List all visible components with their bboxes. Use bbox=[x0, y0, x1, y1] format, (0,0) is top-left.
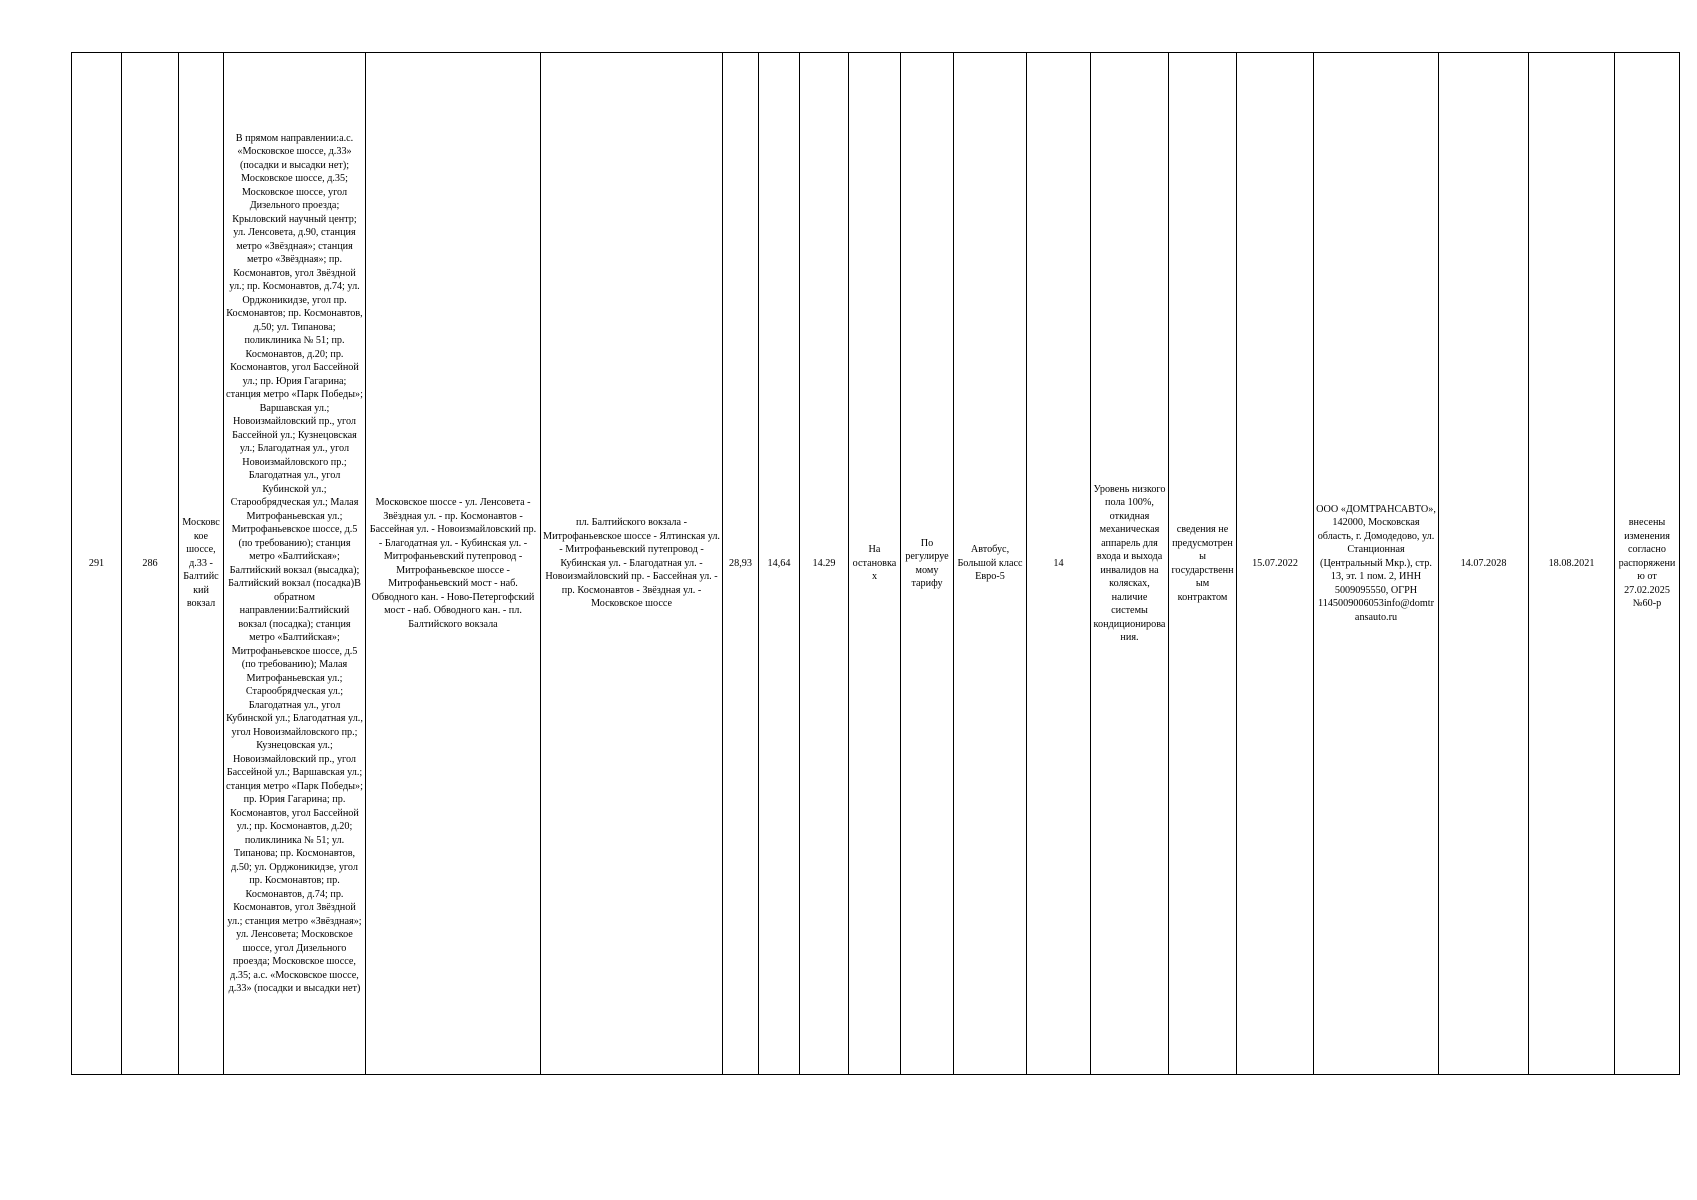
boarding-order-cell: На остановках bbox=[849, 53, 901, 1075]
vehicle-cell: Автобус, Большой класс Евро-5 bbox=[954, 53, 1027, 1075]
route-number-cell: 286 bbox=[122, 53, 179, 1075]
length-total-cell: 14.29 bbox=[800, 53, 849, 1075]
tariff-cell: По регулируемому тарифу bbox=[901, 53, 954, 1075]
registry-table bbox=[71, 52, 1680, 1075]
reverse-streets-cell: пл. Балтийского вокзала - Митрофаньевское шоссе - Ялтинская ул. - Митрофаньевский путепровод - Кубинская ул. - Благодатная ул. - Новоизмайловский пр. - Бассейная ул. - пр. Космонавтов - Звёздная ул. - Московское шоссе bbox=[541, 53, 723, 1075]
vehicle-count-cell: 14 bbox=[1027, 53, 1091, 1075]
vehicle-features-cell: Уровень низкого пола 100%, откидная механическая аппарель для входа и выхода инвалидов на колясках, наличие системы кондиционирования. bbox=[1091, 53, 1169, 1075]
carrier-cell: ООО «ДОМТРАНСАВТО», 142000, Московская область, г. Домодедово, ул. Станционная (Центральный Мкр.), стр. 13, эт. 1 пом. 2, ИНН 5009095550, ОГРН 1145009006053info@domtransauto.ru bbox=[1314, 53, 1439, 1075]
length-reverse-cell: 14,64 bbox=[759, 53, 800, 1075]
route-name-cell: Московское шоссе, д.33 - Балтийский вокзал bbox=[179, 53, 224, 1075]
length-forward-cell: 28,93 bbox=[723, 53, 759, 1075]
notes-cell: внесены изменения согласно распоряжению от 27.02.2025 №60-р bbox=[1615, 53, 1680, 1075]
end-date-cell: 14.07.2028 bbox=[1439, 53, 1529, 1075]
stops-cell: В прямом направлении:а.с. «Московское шоссе, д.33» (посадки и высадки нет); Московское шоссе, д.35; Московское шоссе, угол Дизельного проезда; Крыловский научный центр; ул. Ленсовета, д.90, станция метро «Звёздная»; станция метро «Звёздная»; пр. Космонавтов, угол Звёздной ул.; пр. Космонавтов, д.74; ул. Орджоникидзе, угол пр. Космонавтов; пр. Космонавтов, д.50; ул. Типанова; поликлиника № 51; пр. Космонавтов, д.20; пр. Космонавтов, угол Бассейной ул.; пр. Юрия Гагарина; станция метро «Парк Победы»; Варшавская ул.; Новоизмайловский пр., угол Бассейной ул.; Кузнецовская ул.; Благодатная ул., угол Новоизмайловского пр.; Благодатная ул., угол Кубинской ул.; Старообрядческая ул.; Малая Митрофаньевская ул.; Митрофаньевское шоссе, д.5 (по требованию); станция метро «Балтийская»; Балтийский вокзал (высадка); Балтийский вокзал (посадка)В обратном направлении:Балтийский вокзал (посадка); станция метро «Балтийская»; Митрофаньевское шоссе, д.5 (по требованию); Малая Митрофаньевская ул.; Старообрядческая ул.; Благодатная ул., угол Кубинской ул.; Благодатная ул., угол Новоизмайловского пр.; Кузнецовская ул.; Новоизмайловский пр., угол Бассейной ул.; Варшавская ул.; станция метро «Парк Победы»; пр. Юрия Гагарина; пр. Космонавтов, угол Бассейной ул.; пр. Космонавтов, д.20; поликлиника № 51; ул. Типанова; пр. Космонавтов, д.50; ул. Орджоникидзе, угол пр. Космонавтов; пр. Космонавтов, д.74; пр. Космонавтов, угол Звёздной ул.; станция метро «Звёздная»; ул. Ленсовета; Московское шоссе, угол Дизельного проезда; Московское шоссе, д.35; а.с. «Московское шоссе, д.33» (посадки и высадки нет) bbox=[224, 53, 366, 1075]
registry-number-cell: 291 bbox=[72, 53, 122, 1075]
contract-info-cell: сведения не предусмотрены государственным контрактом bbox=[1169, 53, 1237, 1075]
change-date-cell: 18.08.2021 bbox=[1529, 53, 1615, 1075]
start-date-cell: 15.07.2022 bbox=[1237, 53, 1314, 1075]
forward-streets-cell: Московское шоссе - ул. Ленсовета - Звёздная ул. - пр. Космонавтов - Бассейная ул. - Новоизмайловский пр. - Благодатная ул. - Кубинская ул. - Митрофаньевский путепровод - Митрофаньевское шоссе - Митрофаньевский мост - наб. Обводного кан. - Ново-Петергофский мост - наб. Обводного кан. - пл. Балтийского вокзала bbox=[366, 53, 541, 1075]
table-row bbox=[72, 53, 1680, 1075]
